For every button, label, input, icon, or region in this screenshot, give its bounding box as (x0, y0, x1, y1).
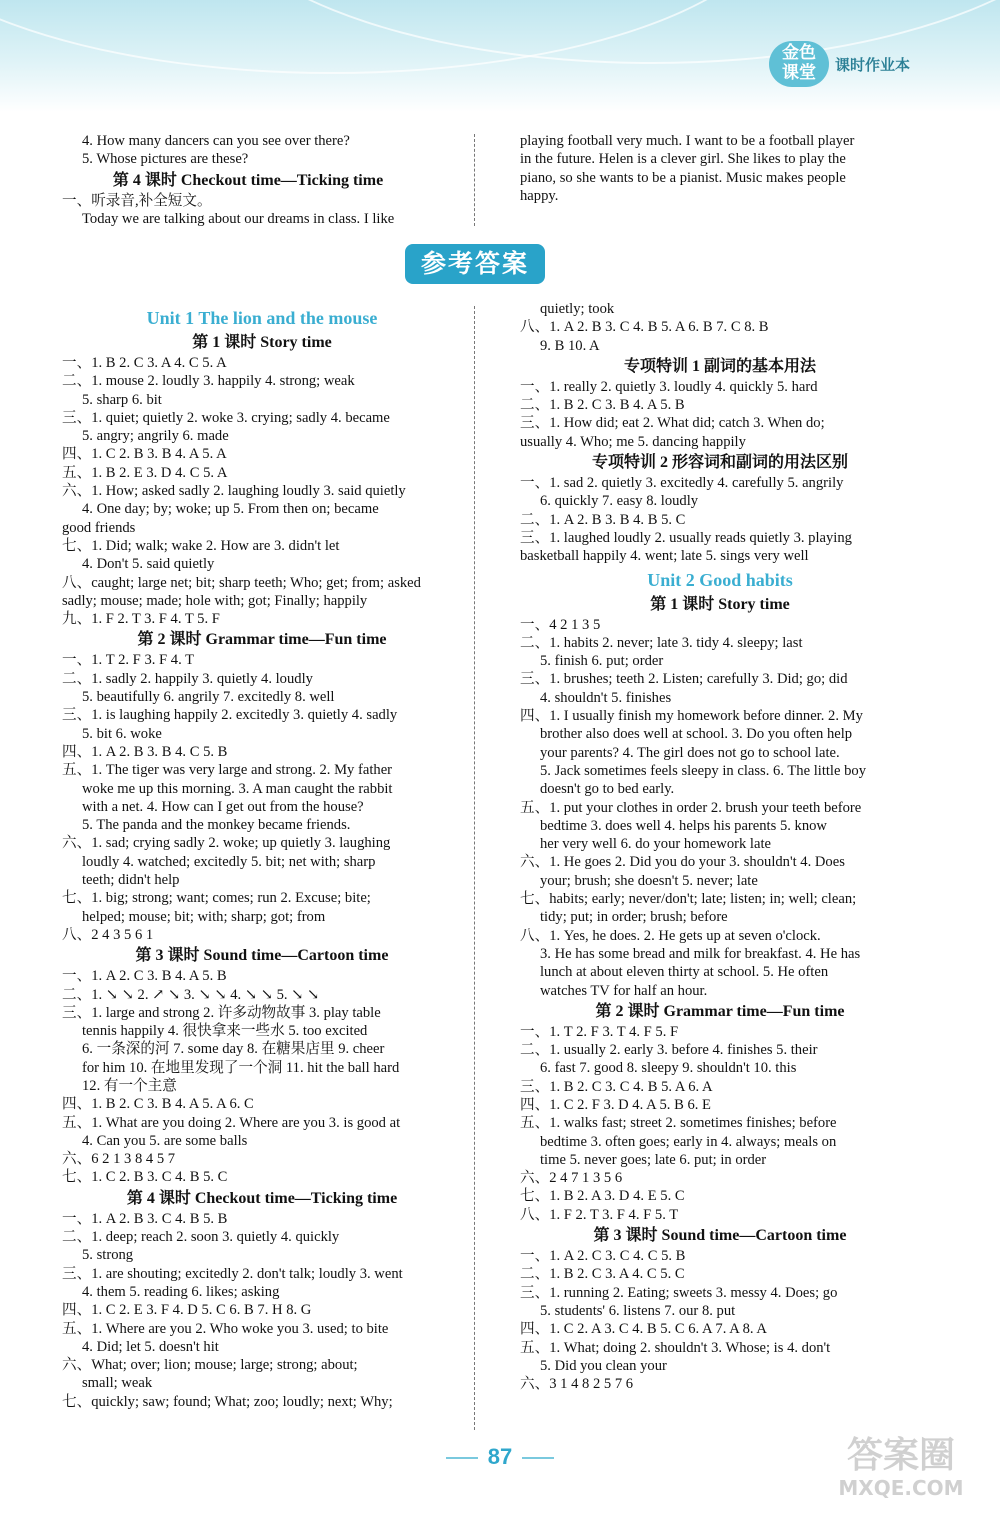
answer-line: 4. Did; let 5. doesn't hit (82, 1338, 219, 1355)
answer-line: 三、1. How did; eat 2. What did; catch 3. When do; (520, 415, 825, 432)
section-heading: 第 3 课时 Sound time—Cartoon time (593, 1227, 847, 1245)
section-heading: 第 3 课时 Sound time—Cartoon time (135, 947, 389, 965)
answer-line: 一、1. B 2. C 3. A 4. C 5. A (62, 355, 227, 371)
answer-line: 四、1. C 2. B 3. B 4. A 5. A (62, 446, 227, 463)
answer-line: 六、1. He goes 2. Did you do your 3. shouldn't 4. Does (520, 854, 845, 871)
answer-line: playing football very much. I want to be a football player (520, 133, 855, 149)
top-left-column (62, 132, 434, 228)
answer-line: 六、3 1 4 8 2 5 7 6 (520, 1376, 634, 1393)
answer-line: 三、1. are shouting; excitedly 2. don't talk; loudly 3. went (62, 1265, 403, 1282)
answer-line: your; brush; she doesn't 5. never; late (540, 872, 758, 889)
answer-line: basketball happily 4. went; late 5. sings very well (520, 548, 809, 565)
answer-line: 七、1. B 2. A 3. D 4. E 5. C (520, 1188, 685, 1205)
answer-line: 七、quickly; saw; found; What; zoo; loudly; next; Why; (62, 1393, 393, 1410)
header-banner (0, 0, 1000, 112)
answer-line: for him 10. 在地里发现了一个洞 11. hit the ball hard (82, 1059, 400, 1076)
answer-line: Today we are talking about our dreams in class. I like (82, 210, 395, 227)
answer-line: 6. 一条深的河 7. some day 8. 在糖果店里 9. cheer (82, 1041, 385, 1058)
answer-line: helped; mouse; bit; with; sharp; got; from (82, 908, 326, 925)
top-right-column (520, 132, 920, 205)
answer-line: woke me up this morning. 3. A man caught the rabbit (82, 780, 393, 797)
answer-line: tennis happily 4. 很快拿来一些水 5. too excited (82, 1023, 368, 1040)
answer-line: her very well 6. do your homework late (540, 836, 771, 853)
answer-line: 4. shouldn't 5. finishes (540, 689, 672, 706)
answer-line: piano, so she wants to be a pianist. Music makes people (520, 169, 846, 186)
answer-line: 四、1. A 2. B 3. B 4. C 5. B (62, 743, 228, 760)
answer-line: brother also does well at school. 3. Do you often help (540, 726, 853, 743)
answer-line: 5. The panda and the monkey became friends. (82, 817, 351, 834)
column-divider (474, 134, 475, 226)
answer-line: tidy; put; in order; brush; before (540, 909, 728, 926)
answer-line: 6. quickly 7. easy 8. loudly (540, 493, 699, 510)
answer-line: sadly; mouse; made; hole with; got; Finally; happily (62, 592, 368, 609)
column-divider (474, 306, 475, 1430)
answer-line: 四、1. I usually finish my homework before dinner. 2. My (520, 708, 863, 725)
section-heading: 第 1 课时 Story time (650, 595, 790, 613)
answer-line: 三、1. quiet; quietly 2. woke 3. crying; sadly 4. became (62, 409, 390, 426)
answer-line: doesn't go to bed early. (540, 781, 675, 798)
answer-line: quietly; took (540, 301, 615, 317)
answer-line: 二、1. B 2. C 3. A 4. C 5. C (520, 1266, 685, 1283)
answer-line: loudly 4. watched; excitedly 5. bit; net with; sharp (82, 853, 376, 870)
answer-line: 二、1. mouse 2. loudly 3. happily 4. strong; weak (62, 373, 355, 390)
answer-line: 二、1. habits 2. never; late 3. tidy 4. sleepy; last (520, 634, 803, 651)
answer-line: 二、1. sadly 2. happily 3. quietly 4. loudly (62, 670, 313, 687)
answer-line: 一、4 2 1 3 5 (520, 616, 601, 633)
answer-line: 4. Can you 5. are some balls (82, 1132, 248, 1149)
answer-line: 5. beautifully 6. angrily 7. excitedly 8. well (82, 689, 335, 706)
answer-line: 三、1. is laughing happily 2. excitedly 3. quietly 4. sadly (62, 707, 398, 724)
answer-line: 一、1. T 2. F 3. T 4. F 5. F (520, 1023, 679, 1040)
answer-line: 二、1. ↘ ↘ 2. ↗ ↘ 3. ↘ ↘ 4. ↘ ↘ 5. ↘ ↘ (62, 986, 320, 1003)
answers-left-column (62, 304, 462, 1411)
answer-line: 七、1. C 2. B 3. C 4. B 5. C (62, 1169, 228, 1186)
answer-line: 一、1. T 2. F 3. F 4. T (62, 652, 195, 669)
answer-line: in the future. Helen is a clever girl. She likes to play the (520, 151, 846, 168)
answer-line: 四、1. C 2. E 3. F 4. D 5. C 6. B 7. H 8. G (62, 1302, 312, 1319)
answer-line: 5. bit 6. woke (82, 725, 162, 742)
section-heading: 第 4 课时 Checkout time—Ticking time (126, 1189, 398, 1207)
answer-line: 3. He has some bread and milk for breakfast. 4. He has (540, 945, 861, 962)
answer-line: with a net. 4. How can I get out from the house? (82, 798, 364, 815)
answer-line: 三、1. running 2. Eating; sweets 3. messy 4. Does; go (520, 1284, 838, 1301)
answer-line: 一、1. A 2. B 3. C 4. B 5. B (62, 1210, 228, 1227)
answer-line: 5. strong (82, 1247, 134, 1264)
brand-logo (769, 44, 910, 84)
unit-heading: Unit 2 Good habits (647, 569, 793, 590)
answer-line: 七、1. big; strong; want; comes; run 2. Excuse; bite; (62, 890, 371, 907)
answer-line: 一、1. sad 2. quietly 3. excitedly 4. carefully 5. angrily (520, 475, 844, 492)
answer-line: 四、1. C 2. A 3. C 4. B 5. C 6. A 7. A 8. A (520, 1321, 767, 1338)
answer-line: 5. sharp 6. bit (82, 391, 162, 408)
section-heading: 第 4 课时 Checkout time—Ticking time (112, 171, 384, 189)
brand-badge-line1: 金色 (781, 43, 816, 63)
answer-line: 一、1. A 2. C 3. C 4. C 5. B (520, 1248, 686, 1265)
answer-line: 五、1. What; doing 2. shouldn't 3. Whose; is 4. don't (520, 1339, 831, 1356)
answer-line: happy. (520, 187, 559, 204)
answer-line: 四、1. C 2. F 3. D 4. A 5. B 6. E (520, 1096, 711, 1113)
watermark-line2: MXQE.COM (838, 1476, 964, 1500)
answer-line: teeth; didn't help (82, 872, 180, 889)
answer-line: 5. Jack sometimes feels sleepy in class. 6. The little boy (540, 762, 866, 779)
answer-line: 三、1. large and strong 2. 许多动物故事 3. play table (62, 1004, 381, 1021)
page-number-rule (446, 1457, 478, 1459)
answer-line: 四、1. B 2. C 3. B 4. A 5. A 6. C (62, 1096, 254, 1113)
brand-badge (769, 41, 829, 87)
answer-line: 12. 有一个主意 (82, 1077, 177, 1094)
answer-line: 二、1. B 2. C 3. B 4. A 5. B (520, 397, 685, 414)
answer-line: 八、1. A 2. B 3. C 4. B 5. A 6. B 7. C 8. B (520, 319, 769, 336)
answer-line: 三、1. brushes; teeth 2. Listen; carefully 3. Did; go; did (520, 671, 848, 688)
answer-line: 五、1. The tiger was very large and strong. 2. My father (62, 762, 393, 779)
answer-line: 6. fast 7. good 8. sleepy 9. shouldn't 10. this (540, 1060, 797, 1077)
answer-line: 二、1. deep; reach 2. soon 3. quietly 4. quickly (62, 1229, 340, 1246)
answer-line: 六、What; over; lion; mouse; large; strong; about; (62, 1357, 358, 1374)
answer-line: watches TV for half an hour. (540, 982, 708, 999)
answer-line: 一、听录音,补全短文。 (62, 192, 212, 209)
answer-line: 一、1. really 2. quietly 3. loudly 4. quickly 5. hard (520, 378, 818, 395)
answer-line: 八、2 4 3 5 6 1 (62, 926, 154, 943)
watermark-line1: 答案圈 (846, 1435, 955, 1476)
answer-line: bedtime 3. often goes; early in 4. always; meals on (540, 1133, 837, 1150)
answer-line: 九、1. F 2. T 3. F 4. T 5. F (62, 611, 220, 628)
answer-line: 五、1. put your clothes in order 2. brush your teeth before (520, 799, 862, 816)
answer-line: 5. students' 6. listens 7. our 8. put (540, 1302, 736, 1319)
answer-line: 五、1. walks fast; street 2. sometimes finishes; before (520, 1115, 837, 1132)
answer-line: 三、1. B 2. C 3. C 4. B 5. A 6. A (520, 1078, 713, 1095)
answer-line: 一、1. A 2. C 3. B 4. A 5. B (62, 968, 227, 985)
answer-line: your parents? 4. The girl does not go to school late. (540, 744, 840, 761)
section-heading: 第 1 课时 Story time (192, 334, 332, 351)
section-heading: 专项特训 2 形容词和副词的用法区别 (591, 454, 848, 472)
answer-line: 4. Don't 5. said quietly (82, 556, 215, 573)
answer-line: 三、1. laughed loudly 2. usually reads quietly 3. playing (520, 529, 852, 546)
answer-line: 二、1. usually 2. early 3. before 4. finishes 5. their (520, 1042, 818, 1059)
answer-line: 五、1. B 2. E 3. D 4. C 5. A (62, 464, 228, 481)
answer-line: 六、1. How; asked sadly 2. laughing loudly 3. said quietly (62, 483, 406, 500)
answer-line: 4. One day; by; woke; up 5. From then on; became (82, 501, 379, 518)
section-heading: 第 2 课时 Grammar time—Fun time (137, 631, 387, 649)
answer-line: small; weak (82, 1375, 153, 1392)
answer-line: 5. angry; angrily 6. made (82, 428, 229, 445)
answer-line: 4. How many dancers can you see over there? (82, 133, 350, 149)
unit-heading: Unit 1 The lion and the mouse (146, 308, 378, 328)
answer-line: 七、habits; early; never/don't; late; listen; in; well; clean; (520, 891, 857, 908)
answer-line: 9. B 10. A (540, 337, 600, 354)
answer-line: bedtime 3. does well 4. helps his parents 5. know (540, 817, 827, 834)
answer-line: 二、1. A 2. B 3. B 4. B 5. C (520, 511, 686, 528)
answer-line: good friends (62, 519, 136, 536)
answer-line: 五、1. Where are you 2. Who woke you 3. used; to bite (62, 1320, 389, 1337)
answers-right-column (520, 300, 920, 1393)
brand-subtitle: 课时作业本 (834, 55, 910, 74)
answer-line: 八、1. F 2. T 3. F 4. F 5. T (520, 1206, 679, 1223)
answer-line: 五、1. What are you doing 2. Where are you 3. is good at (62, 1114, 401, 1131)
answer-line: 八、caught; large net; bit; sharp teeth; Who; get; from; asked (62, 574, 421, 591)
answer-line: 七、1. Did; walk; wake 2. How are 3. didn't let (62, 537, 340, 554)
answer-line: 5. finish 6. put; order (540, 653, 664, 670)
answer-line: 六、2 4 7 1 3 5 6 (520, 1170, 623, 1187)
page-number-text: 87 (487, 1444, 513, 1469)
watermark (816, 1436, 986, 1506)
answer-line: 5. Did you clean your (540, 1357, 667, 1374)
section-heading: 第 2 课时 Grammar time—Fun time (595, 1002, 845, 1020)
page-number-rule (522, 1457, 554, 1459)
answer-line: 六、1. sad; crying sadly 2. woke; up quietly 3. laughing (62, 835, 391, 852)
answers-title: 参考答案 (405, 244, 545, 284)
answer-line: time 5. never goes; late 6. put; in order (540, 1151, 767, 1168)
section-heading: 专项特训 1 副词的基本用法 (623, 357, 816, 375)
answer-line: 4. them 5. reading 6. likes; asking (82, 1283, 280, 1300)
answer-line: usually 4. Who; me 5. dancing happily (520, 433, 746, 450)
answer-line: lunch at about eleven thirty at school. 5. He often (540, 964, 829, 981)
answer-line: 5. Whose pictures are these? (82, 151, 249, 168)
answer-line: 八、1. Yes, he does. 2. He gets up at seven o'clock. (520, 927, 821, 944)
answer-line: 六、6 2 1 3 8 4 5 7 (62, 1151, 176, 1168)
brand-badge-line2: 课堂 (781, 63, 816, 83)
